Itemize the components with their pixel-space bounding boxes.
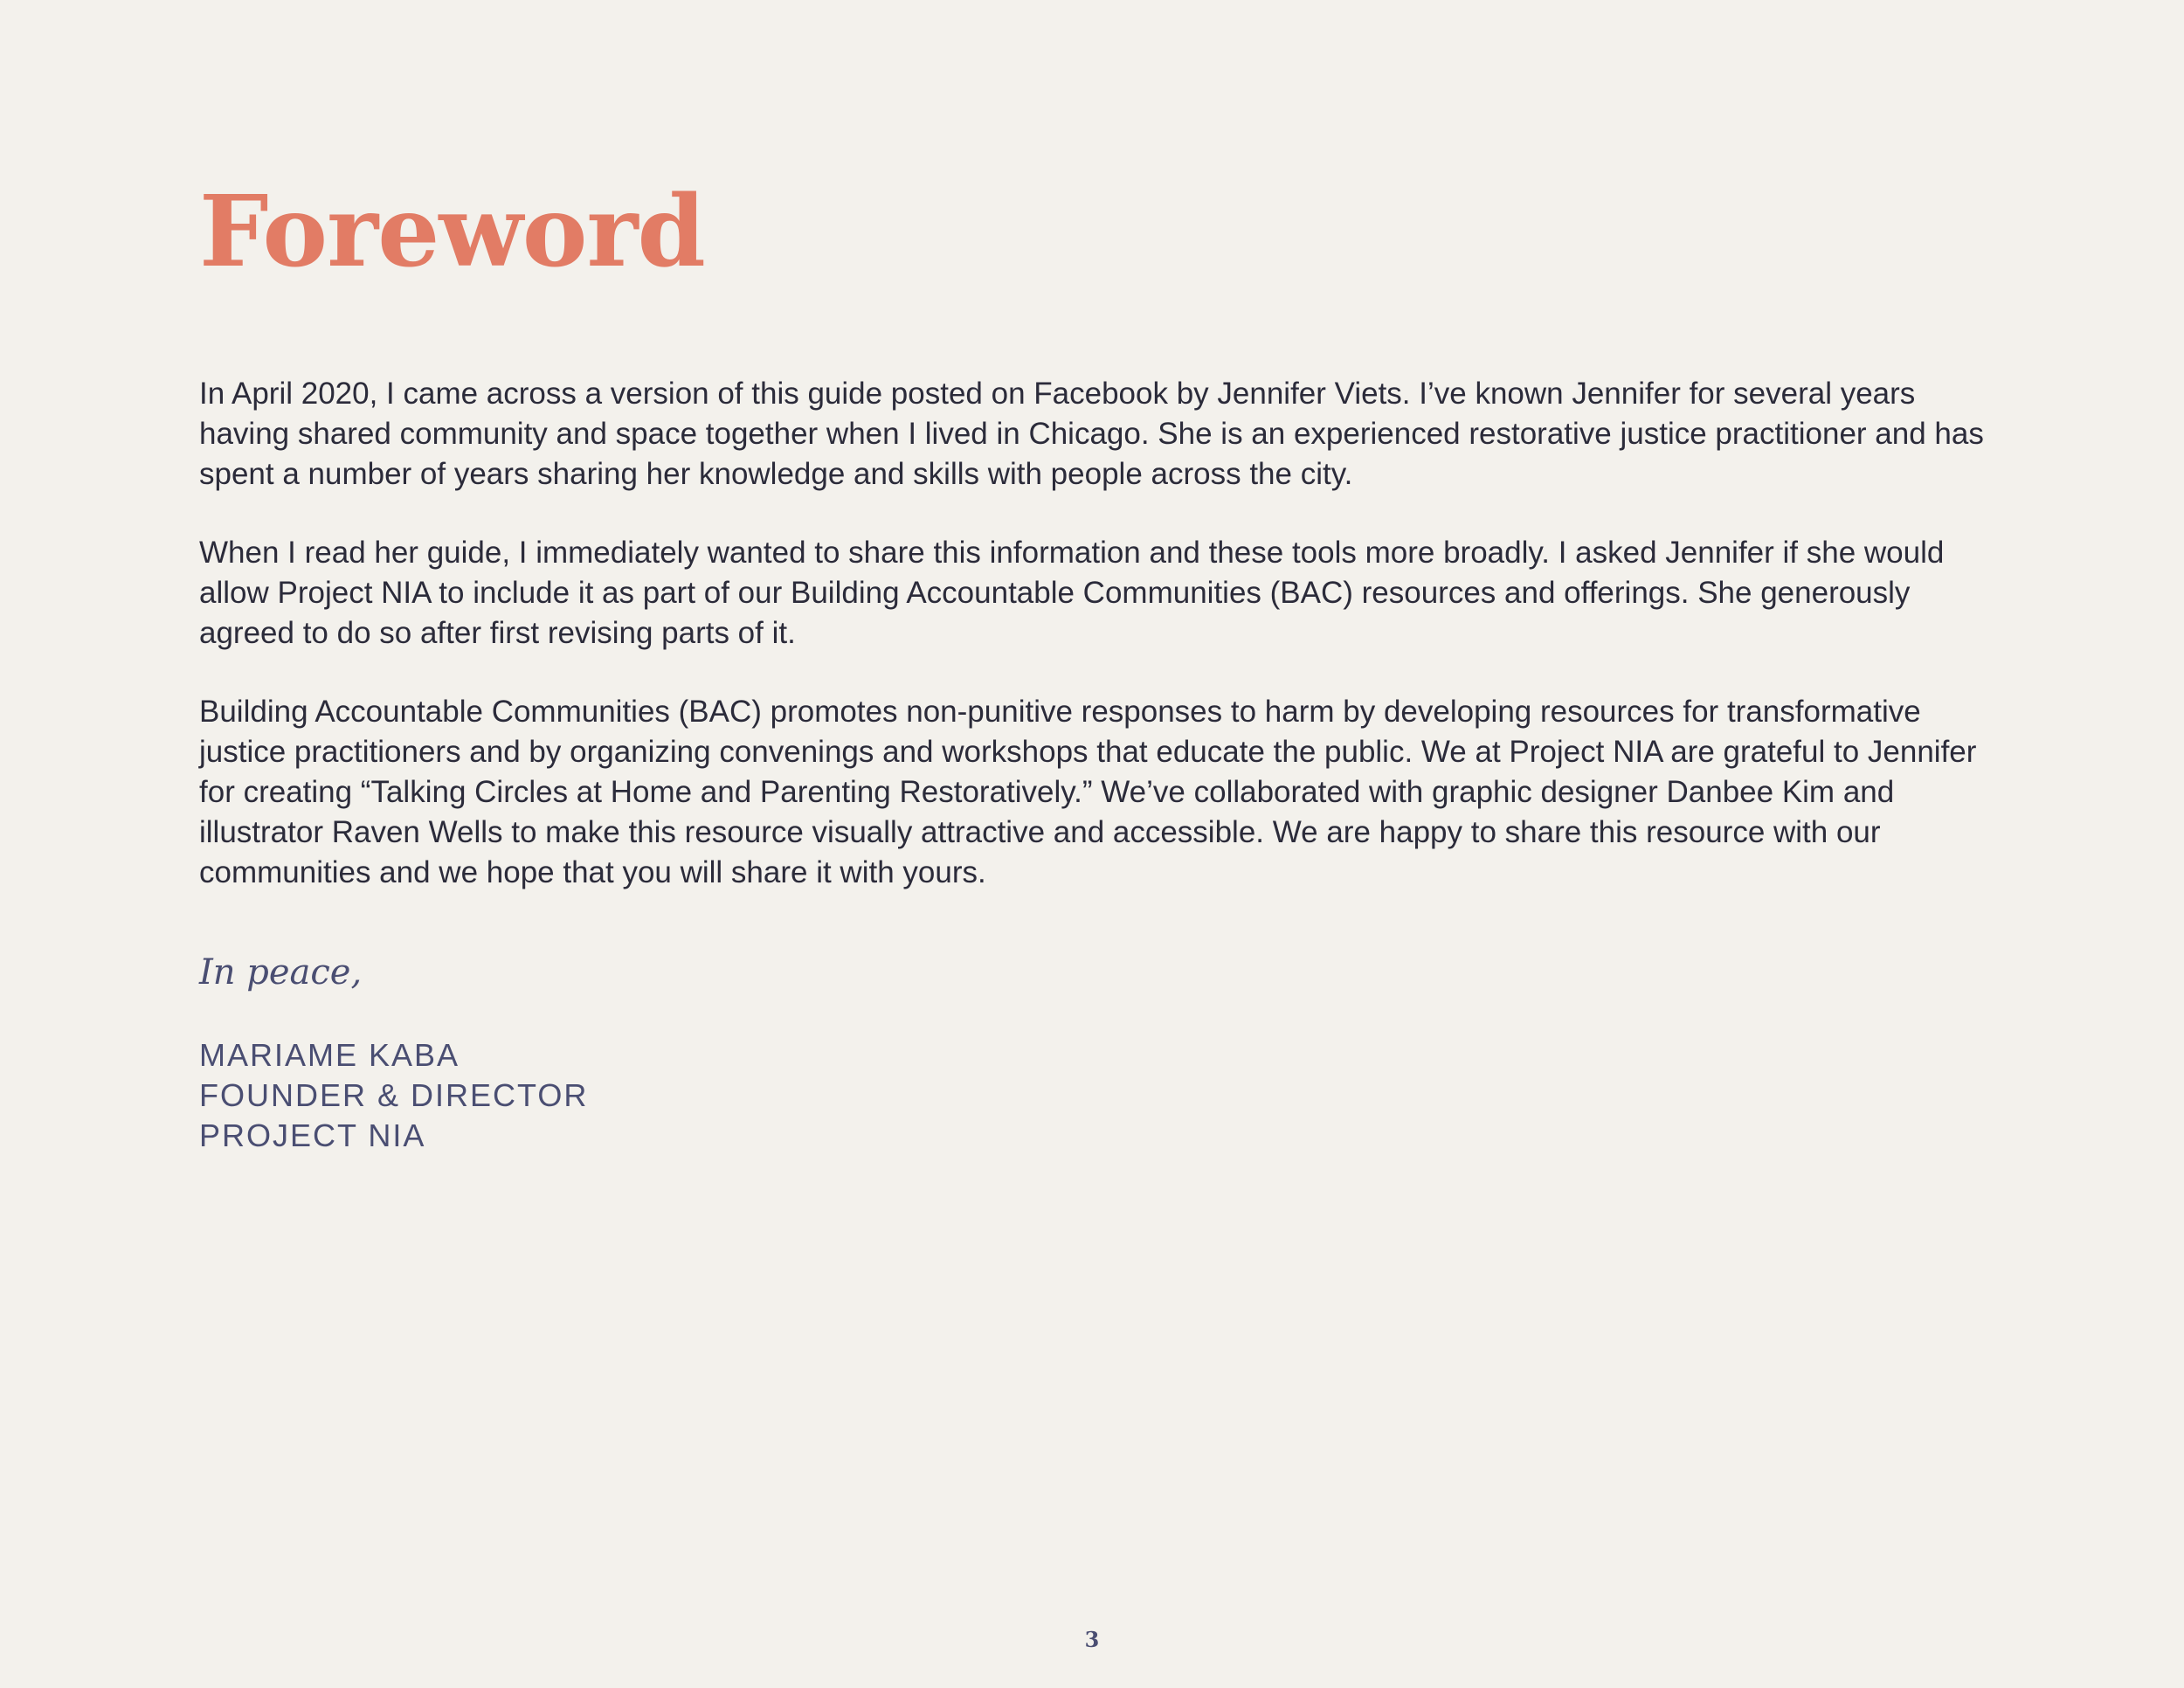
paragraph-1: In April 2020, I came across a version of this guide posted on Facebook by Jennifer Viets. I’ve known Jennifer for several years having shared community and space together when I lived in Chicago. She is an experienced restorative justice practitioner and has spent a number of years sharing her knowledge and skills with people across the city.	[199, 377, 1984, 491]
page-title: Foreword	[199, 175, 705, 289]
paragraph-3: Building Accountable Communities (BAC) promotes non-punitive responses to harm by developing resources for transformative justice practitioners and by organizing convenings and workshops that educate the public. We at Project NIA are grateful to Jennifer for creating “Talking Circles at Home and Parenting Restoratively.” We’ve collaborated with graphic designer Danbee Kim and illustrator Raven Wells to make this resource visually attractive and accessible. We are happy to share this resource with our communities and we hope that you will share it with yours.	[199, 695, 1977, 889]
body-text	[199, 374, 1999, 931]
document-page	[199, 0, 1999, 1688]
signature-organization: PROJECT NIA	[199, 1117, 426, 1153]
signature-role: FOUNDER & DIRECTOR	[199, 1077, 589, 1113]
paragraph-2: When I read her guide, I immediately wanted to share this information and these tools more broadly. I asked Jennifer if she would allow Project NIA to include it as part of our Building Accountable Communities (BAC) resources and offerings. She generously agreed to do so after first revising parts of it.	[199, 536, 1945, 650]
signature-name: MARIAME KABA	[199, 1037, 460, 1073]
signature-block	[199, 1035, 588, 1156]
page-number: 3	[1084, 1627, 1100, 1652]
closing-salutation: In peace,	[199, 952, 363, 993]
